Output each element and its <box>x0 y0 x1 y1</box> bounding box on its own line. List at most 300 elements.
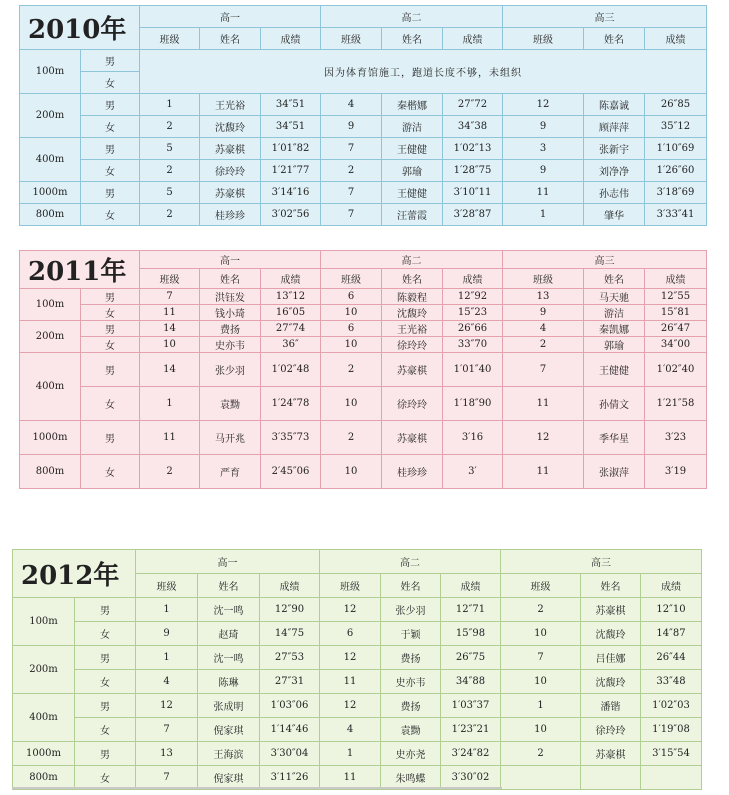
class-cell: 2 <box>321 353 382 387</box>
event-label: 100m <box>20 289 81 321</box>
column-header: 成绩 <box>260 574 320 598</box>
class-cell: 5 <box>140 182 200 204</box>
name-cell: 张少羽 <box>200 353 261 387</box>
score-cell: 33″48 <box>641 670 702 694</box>
class-cell: 2 <box>321 421 382 455</box>
score-cell: 1′10″69 <box>645 138 707 160</box>
grade-header: 高一 <box>136 550 320 574</box>
name-cell: 洪钰发 <box>200 289 261 305</box>
class-cell: 4 <box>503 321 584 337</box>
name-cell: 沈馥玲 <box>581 622 641 646</box>
gender-label: 女 <box>81 387 140 421</box>
gender-label: 女 <box>75 718 136 742</box>
score-cell: 33″70 <box>443 337 503 353</box>
score-cell: 14″75 <box>260 622 320 646</box>
class-cell: 2 <box>140 160 200 182</box>
name-cell: 苏豪棋 <box>581 598 641 622</box>
name-cell: 沈馥玲 <box>581 670 641 694</box>
column-header: 姓名 <box>200 28 261 50</box>
score-cell: 16″05 <box>261 305 321 321</box>
class-cell: 1 <box>140 94 200 116</box>
name-cell: 费扬 <box>200 321 261 337</box>
class-cell: 2 <box>501 742 581 766</box>
class-cell: 9 <box>503 116 584 138</box>
name-cell: 桂珍珍 <box>200 204 261 226</box>
class-cell: 7 <box>136 718 198 742</box>
score-cell: 1′19″08 <box>641 718 702 742</box>
column-header: 姓名 <box>584 28 645 50</box>
class-cell: 4 <box>321 94 382 116</box>
column-header: 姓名 <box>381 574 441 598</box>
name-cell: 顾萍萍 <box>584 116 645 138</box>
class-cell: 11 <box>503 455 584 489</box>
class-cell: 7 <box>136 766 198 790</box>
column-header: 班级 <box>321 268 382 288</box>
class-cell: 1 <box>140 387 200 421</box>
score-cell: 26″75 <box>441 646 501 670</box>
name-cell: 马开兆 <box>200 421 261 455</box>
table-row <box>20 94 707 116</box>
event-label: 800m <box>20 455 81 489</box>
class-cell: 1 <box>320 742 381 766</box>
gender-label: 男 <box>81 50 140 72</box>
score-cell: 12″90 <box>260 598 320 622</box>
class-cell: 2 <box>503 337 584 353</box>
score-cell: 12″55 <box>645 289 707 305</box>
name-cell: 徐玲玲 <box>200 160 261 182</box>
class-cell: 10 <box>321 305 382 321</box>
class-cell: 6 <box>321 321 382 337</box>
name-cell: 徐玲玲 <box>382 387 443 421</box>
class-cell: 10 <box>501 622 581 646</box>
class-cell: 11 <box>140 421 200 455</box>
name-cell: 王健健 <box>382 182 443 204</box>
name-cell: 史亦韦 <box>381 670 441 694</box>
name-cell: 王健健 <box>584 353 645 387</box>
name-cell: 费扬 <box>381 694 441 718</box>
score-cell: 15″81 <box>645 305 707 321</box>
score-cell: 3′14″16 <box>261 182 321 204</box>
column-header: 姓名 <box>198 574 260 598</box>
name-cell: 张淑萍 <box>584 455 645 489</box>
score-cell: 1′03″37 <box>441 694 501 718</box>
year-title: 2012年 <box>13 550 136 598</box>
score-cell: 1′18″90 <box>443 387 503 421</box>
gender-label: 男 <box>81 421 140 455</box>
gender-label: 女 <box>75 766 136 790</box>
score-cell: 1′26″60 <box>645 160 707 182</box>
gender-label: 男 <box>81 321 140 337</box>
name-cell: 郭瑜 <box>584 337 645 353</box>
grade-header: 高三 <box>501 550 702 574</box>
score-cell: 34″38 <box>443 116 503 138</box>
class-cell: 5 <box>140 138 200 160</box>
table-row <box>13 766 702 790</box>
score-cell: 27″72 <box>443 94 503 116</box>
name-cell: 孙志伟 <box>584 182 645 204</box>
event-label: 400m <box>13 694 75 742</box>
class-cell: 9 <box>136 622 198 646</box>
class-cell: 10 <box>321 387 382 421</box>
name-cell: 严育 <box>200 455 261 489</box>
table-row <box>20 289 707 305</box>
grade-header: 高三 <box>503 251 707 269</box>
name-cell: 苏豪棋 <box>200 182 261 204</box>
table-row <box>20 182 707 204</box>
gender-label: 男 <box>75 694 136 718</box>
score-cell: 1′28″75 <box>443 160 503 182</box>
event-label: 100m <box>20 50 81 94</box>
name-cell: 史亦尧 <box>381 742 441 766</box>
table-row <box>20 116 707 138</box>
name-cell: 秦凯娜 <box>584 321 645 337</box>
score-cell: 34″88 <box>441 670 501 694</box>
score-cell: 26″66 <box>443 321 503 337</box>
class-cell: 2 <box>140 204 200 226</box>
gender-label: 男 <box>75 646 136 670</box>
name-cell: 费扬 <box>381 646 441 670</box>
class-cell: 9 <box>321 116 382 138</box>
score-cell: 27″53 <box>260 646 320 670</box>
event-label: 400m <box>20 138 81 182</box>
results-table-2011 <box>19 250 707 489</box>
score-cell: 3′30″02 <box>441 766 501 790</box>
gender-label: 男 <box>75 742 136 766</box>
class-cell: 1 <box>501 694 581 718</box>
column-header: 成绩 <box>261 268 321 288</box>
score-cell: 3′33″41 <box>645 204 707 226</box>
class-cell: 3 <box>503 138 584 160</box>
class-cell: 11 <box>503 182 584 204</box>
name-cell: 马天驰 <box>584 289 645 305</box>
class-cell: 6 <box>320 622 381 646</box>
score-cell: 1′01″40 <box>443 353 503 387</box>
grade-header: 高二 <box>321 6 503 28</box>
class-cell: 12 <box>136 694 198 718</box>
class-cell: 4 <box>136 670 198 694</box>
score-cell: 3′18″69 <box>645 182 707 204</box>
table-row <box>20 50 707 72</box>
class-cell: 9 <box>503 305 584 321</box>
name-cell: 钱小琦 <box>200 305 261 321</box>
name-cell: 陈毅程 <box>382 289 443 305</box>
class-cell: 2 <box>321 160 382 182</box>
results-table-2012 <box>12 549 702 790</box>
class-cell: 14 <box>140 353 200 387</box>
column-header: 成绩 <box>645 268 707 288</box>
event-label: 400m <box>20 353 81 421</box>
name-cell: 史亦韦 <box>200 337 261 353</box>
score-cell: 12″71 <box>441 598 501 622</box>
table-row <box>20 321 707 337</box>
score-cell: 3′16 <box>443 421 503 455</box>
column-header: 姓名 <box>382 28 443 50</box>
table-row <box>13 646 702 670</box>
name-cell: 袁黝 <box>381 718 441 742</box>
name-cell: 王光裕 <box>200 94 261 116</box>
table-row <box>20 337 707 353</box>
name-cell: 陈琳 <box>198 670 260 694</box>
class-cell: 12 <box>320 598 381 622</box>
name-cell: 张少羽 <box>381 598 441 622</box>
column-header: 班级 <box>140 28 200 50</box>
score-cell: 27″31 <box>260 670 320 694</box>
column-header: 班级 <box>140 268 200 288</box>
score-cell: 3′15″54 <box>641 742 702 766</box>
name-cell: 袁黝 <box>200 387 261 421</box>
table-row <box>20 455 707 489</box>
name-cell: 游洁 <box>584 305 645 321</box>
score-cell: 2′45″06 <box>261 455 321 489</box>
class-cell: 12 <box>320 694 381 718</box>
event-label: 200m <box>13 646 75 694</box>
class-cell: 2 <box>501 598 581 622</box>
gender-label: 女 <box>81 72 140 94</box>
score-cell: 3′24″82 <box>441 742 501 766</box>
class-cell: 12 <box>503 94 584 116</box>
table-row <box>13 598 702 622</box>
gender-label: 女 <box>81 305 140 321</box>
class-cell: 7 <box>140 289 200 305</box>
name-cell: 张成明 <box>198 694 260 718</box>
score-cell: 3′ <box>443 455 503 489</box>
class-cell: 7 <box>501 646 581 670</box>
name-cell: 陈嘉诚 <box>584 94 645 116</box>
divider <box>12 787 502 789</box>
gender-label: 男 <box>81 94 140 116</box>
name-cell: 王海滨 <box>198 742 260 766</box>
class-cell: 11 <box>503 387 584 421</box>
grade-header: 高一 <box>140 6 321 28</box>
name-cell: 苏豪棋 <box>382 353 443 387</box>
gender-label: 男 <box>81 353 140 387</box>
score-cell: 36″ <box>261 337 321 353</box>
table-row <box>20 138 707 160</box>
score-cell: 12″92 <box>443 289 503 305</box>
name-cell: 刘净净 <box>584 160 645 182</box>
name-cell: 倪家琪 <box>198 718 260 742</box>
class-cell: 10 <box>140 337 200 353</box>
name-cell: 赵琦 <box>198 622 260 646</box>
name-cell: 桂珍珍 <box>382 455 443 489</box>
column-header: 成绩 <box>443 268 503 288</box>
column-header: 成绩 <box>443 28 503 50</box>
class-cell: 11 <box>320 670 381 694</box>
name-cell: 潘锴 <box>581 694 641 718</box>
table-row <box>13 622 702 646</box>
class-cell: 7 <box>321 138 382 160</box>
table-row <box>13 694 702 718</box>
name-cell: 徐玲玲 <box>581 718 641 742</box>
class-cell: 14 <box>140 321 200 337</box>
name-cell: 沈馥玲 <box>200 116 261 138</box>
grade-header: 高二 <box>320 550 501 574</box>
notice-text: 因为体育馆施工，跑道长度不够，未组织 <box>140 50 707 94</box>
score-cell: 27″74 <box>261 321 321 337</box>
class-cell: 12 <box>320 646 381 670</box>
name-cell: 王光裕 <box>382 321 443 337</box>
table-row <box>13 742 702 766</box>
name-cell: 秦楷娜 <box>382 94 443 116</box>
event-label: 1000m <box>20 421 81 455</box>
class-cell: 10 <box>321 337 382 353</box>
event-label: 200m <box>20 321 81 353</box>
event-label: 800m <box>13 766 75 790</box>
name-cell: 郭瑜 <box>382 160 443 182</box>
event-label: 100m <box>13 598 75 646</box>
score-cell: 1′02″03 <box>641 694 702 718</box>
score-cell: 15″23 <box>443 305 503 321</box>
score-cell: 15″98 <box>441 622 501 646</box>
class-cell: 7 <box>503 353 584 387</box>
score-cell: 1′23″21 <box>441 718 501 742</box>
score-cell: 1′02″48 <box>261 353 321 387</box>
score-cell: 3′23 <box>645 421 707 455</box>
results-table-2010 <box>19 5 707 226</box>
event-label: 200m <box>20 94 81 138</box>
table-row <box>13 670 702 694</box>
class-cell <box>501 766 581 790</box>
name-cell: 于颖 <box>381 622 441 646</box>
score-cell: 3′02″56 <box>261 204 321 226</box>
name-cell: 徐玲玲 <box>382 337 443 353</box>
table-row <box>20 204 707 226</box>
score-cell: 35″12 <box>645 116 707 138</box>
score-cell: 3′19 <box>645 455 707 489</box>
column-header: 班级 <box>503 268 584 288</box>
score-cell: 12″10 <box>641 598 702 622</box>
name-cell: 倪家琪 <box>198 766 260 790</box>
column-header: 姓名 <box>581 574 641 598</box>
class-cell: 13 <box>503 289 584 305</box>
score-cell: 1′21″77 <box>261 160 321 182</box>
column-header: 姓名 <box>584 268 645 288</box>
event-label: 800m <box>20 204 81 226</box>
class-cell: 12 <box>503 421 584 455</box>
year-title: 2011年 <box>20 251 140 289</box>
name-cell: 苏豪棋 <box>200 138 261 160</box>
class-cell: 10 <box>501 718 581 742</box>
column-header: 班级 <box>503 28 584 50</box>
score-cell: 1′03″06 <box>260 694 320 718</box>
score-cell: 1′24″78 <box>261 387 321 421</box>
gender-label: 男 <box>81 138 140 160</box>
name-cell: 汪蕾霞 <box>382 204 443 226</box>
class-cell: 2 <box>140 455 200 489</box>
table-row <box>20 387 707 421</box>
table-row <box>20 353 707 387</box>
grade-header: 高一 <box>140 251 321 269</box>
name-cell: 苏豪棋 <box>581 742 641 766</box>
gender-label: 女 <box>75 670 136 694</box>
score-cell: 3′11″26 <box>260 766 320 790</box>
gender-label: 男 <box>81 289 140 305</box>
table-row <box>13 718 702 742</box>
column-header: 成绩 <box>261 28 321 50</box>
score-cell: 1′02″13 <box>443 138 503 160</box>
score-cell: 3′28″87 <box>443 204 503 226</box>
name-cell: 沈一鸣 <box>198 598 260 622</box>
column-header: 成绩 <box>441 574 501 598</box>
name-cell: 孙倩文 <box>584 387 645 421</box>
name-cell: 季华星 <box>584 421 645 455</box>
score-cell: 1′14″46 <box>260 718 320 742</box>
class-cell: 11 <box>320 766 381 790</box>
class-cell: 1 <box>503 204 584 226</box>
gender-label: 女 <box>81 455 140 489</box>
score-cell: 26″44 <box>641 646 702 670</box>
column-header: 姓名 <box>200 268 261 288</box>
score-cell: 34″00 <box>645 337 707 353</box>
score-cell: 26″85 <box>645 94 707 116</box>
gender-label: 女 <box>81 204 140 226</box>
score-cell: 3′35″73 <box>261 421 321 455</box>
name-cell: 沈一鸣 <box>198 646 260 670</box>
event-label: 1000m <box>13 742 75 766</box>
class-cell: 4 <box>320 718 381 742</box>
gender-label: 女 <box>75 622 136 646</box>
class-cell: 11 <box>140 305 200 321</box>
name-cell: 王健健 <box>382 138 443 160</box>
score-cell: 34″51 <box>261 94 321 116</box>
class-cell: 6 <box>321 289 382 305</box>
class-cell: 10 <box>321 455 382 489</box>
score-cell: 3′30″04 <box>260 742 320 766</box>
gender-label: 女 <box>81 160 140 182</box>
name-cell: 游洁 <box>382 116 443 138</box>
column-header: 班级 <box>320 574 381 598</box>
gender-label: 女 <box>81 116 140 138</box>
name-cell: 朱鸣蝶 <box>381 766 441 790</box>
grade-header: 高二 <box>321 251 503 269</box>
column-header: 成绩 <box>645 28 707 50</box>
grade-header: 高三 <box>503 6 707 28</box>
class-cell: 9 <box>503 160 584 182</box>
score-cell: 34″51 <box>261 116 321 138</box>
score-cell: 13″12 <box>261 289 321 305</box>
name-cell: 肇华 <box>584 204 645 226</box>
class-cell: 2 <box>140 116 200 138</box>
table-row <box>20 421 707 455</box>
table-row <box>20 160 707 182</box>
score-cell: 14″87 <box>641 622 702 646</box>
gender-label: 女 <box>81 337 140 353</box>
column-header: 班级 <box>136 574 198 598</box>
column-header: 成绩 <box>641 574 702 598</box>
score-cell: 1′02″40 <box>645 353 707 387</box>
gender-label: 男 <box>75 598 136 622</box>
score-cell: 1′01″82 <box>261 138 321 160</box>
name-cell: 吕佳娜 <box>581 646 641 670</box>
score-cell <box>641 766 702 790</box>
table-row <box>20 305 707 321</box>
class-cell: 1 <box>136 646 198 670</box>
name-cell: 张新宇 <box>584 138 645 160</box>
gender-label: 男 <box>81 182 140 204</box>
score-cell: 26″47 <box>645 321 707 337</box>
year-title: 2010年 <box>20 6 140 50</box>
name-cell: 苏豪棋 <box>382 421 443 455</box>
column-header: 班级 <box>501 574 581 598</box>
class-cell: 13 <box>136 742 198 766</box>
name-cell <box>581 766 641 790</box>
score-cell: 1′21″58 <box>645 387 707 421</box>
class-cell: 10 <box>501 670 581 694</box>
class-cell: 7 <box>321 182 382 204</box>
name-cell: 沈馥玲 <box>382 305 443 321</box>
column-header: 姓名 <box>382 268 443 288</box>
column-header: 班级 <box>321 28 382 50</box>
